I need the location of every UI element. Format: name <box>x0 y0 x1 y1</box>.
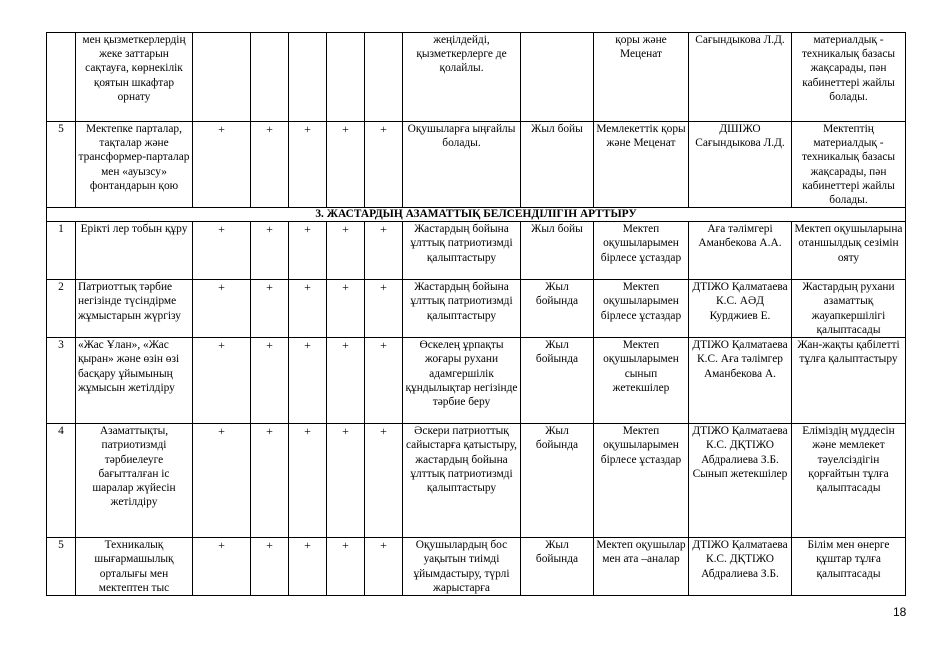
mark-cell: + <box>365 338 403 424</box>
responsible-cell: ДТІЖО Қалматаева К.С. АӘД Курджиев Е. <box>689 280 792 338</box>
mark-cell: + <box>289 424 327 538</box>
period-cell: Жыл бойында <box>521 424 594 538</box>
row-number: 2 <box>47 280 76 338</box>
mark-cell: + <box>289 122 327 208</box>
period-cell: Жыл бойы <box>521 122 594 208</box>
mark-cell: + <box>251 538 289 596</box>
mark-cell: + <box>365 122 403 208</box>
source-cell: Мемлекеттік қоры және Меценат <box>594 122 689 208</box>
mark-cell: + <box>193 222 251 280</box>
goal-cell: жеңілдейді, қызметкерлерге де қолайлы. <box>403 33 521 122</box>
event-cell: Техникалық шығармашылық орталығы мен мектептен тыс <box>76 538 193 596</box>
source-cell: Мектеп оқушылар мен ата –аналар <box>594 538 689 596</box>
table-row <box>47 538 906 596</box>
responsible-cell: ДШІЖО Сағындыкова Л.Д. <box>689 122 792 208</box>
event-cell: Мектепке парталар, тақталар және трансформер-парталар мен «ауызсу» фонтандарын қою <box>76 122 193 208</box>
row-number: 5 <box>47 538 76 596</box>
mark-cell: + <box>251 222 289 280</box>
row-number <box>47 33 76 122</box>
source-cell: Мектеп оқушыларымен сынып жетекшілер <box>594 338 689 424</box>
mark-cell: + <box>365 222 403 280</box>
result-cell: Білім мен өнерге құштар тұлға қалыптасады <box>792 538 906 596</box>
mark-cell: + <box>193 538 251 596</box>
goal-cell: Жастардың бойына ұлттық патриотизмді қалыптастыру <box>403 222 521 280</box>
mark-cell: + <box>289 222 327 280</box>
event-cell: Патриоттық тәрбие негізінде түсіндірме жұмыстарын жүргізу <box>76 280 193 338</box>
result-cell: Еліміздің мүддесін және мемлекет тәуелсіздігін қорғайтын тұлға қалыптасады <box>792 424 906 538</box>
mark-cell: + <box>193 338 251 424</box>
mark-cell: + <box>327 222 365 280</box>
event-cell: Ерікті лер тобын құру <box>76 222 193 280</box>
mark-cell: + <box>251 424 289 538</box>
mark-cell: + <box>365 424 403 538</box>
result-cell: Мектептің материалдық - техникалық базасы жақсарады, пән кабинеттері жайлы болады. <box>792 122 906 208</box>
mark-cell <box>251 33 289 122</box>
event-cell: Азаматтықты, патриотизмді тәрбиелеуге бағытталған іс шаралар жүйесін жетілдіру <box>76 424 193 538</box>
period-cell <box>521 33 594 122</box>
goal-cell: Өскелең ұрпақты жоғары рухани адамгершілік құндылықтар негізінде тәрбие беру <box>403 338 521 424</box>
result-cell: материалдық - техникалық базасы жақсарады, пән кабинеттері жайлы болады. <box>792 33 906 122</box>
period-cell: Жыл бойында <box>521 538 594 596</box>
table-row <box>47 222 906 280</box>
table-row <box>47 122 906 208</box>
result-cell: Мектеп оқушыларына отаншылдық сезімін ояту <box>792 222 906 280</box>
mark-cell: + <box>289 538 327 596</box>
mark-cell: + <box>365 538 403 596</box>
source-cell: қоры және Меценат <box>594 33 689 122</box>
source-cell: Мектеп оқушыларымен бірлесе ұстаздар <box>594 424 689 538</box>
goal-cell: Әскери патриоттық сайыстарға қатыстыру, жастардың бойына ұлттық патриотизмді қалыптастыру <box>403 424 521 538</box>
mark-cell: + <box>289 280 327 338</box>
mark-cell: + <box>327 338 365 424</box>
source-cell: Мектеп оқушыларымен бірлесе ұстаздар <box>594 222 689 280</box>
mark-cell <box>193 33 251 122</box>
section-header-row <box>47 208 906 222</box>
mark-cell: + <box>193 280 251 338</box>
table-row <box>47 33 906 122</box>
mark-cell: + <box>327 424 365 538</box>
period-cell: Жыл бойы <box>521 222 594 280</box>
mark-cell: + <box>193 122 251 208</box>
mark-cell <box>327 33 365 122</box>
plan-table <box>46 32 906 596</box>
responsible-cell: ДТІЖО Қалматаева К.С. Аға тәлімгер Аманбекова А. <box>689 338 792 424</box>
mark-cell: + <box>327 538 365 596</box>
row-number: 5 <box>47 122 76 208</box>
mark-cell: + <box>327 122 365 208</box>
result-cell: Жан-жақты қабілетті тұлға қалыптастыру <box>792 338 906 424</box>
table-row <box>47 280 906 338</box>
responsible-cell: ДТІЖО Қалматаева К.С. ДҚТІЖО Абдралиева З.Б. <box>689 538 792 596</box>
section-title: 3. ЖАСТАРДЫҢ АЗАМАТТЫҚ БЕЛСЕНДІЛІГІН АРТТЫРУ <box>47 208 906 222</box>
result-cell: Жастардың рухани азаматтық жауапкершілігі қалыптасады <box>792 280 906 338</box>
responsible-cell: ДТІЖО Қалматаева К.С. ДҚТІЖО Абдралиева З.Б. Сынып жетекшілер <box>689 424 792 538</box>
mark-cell: + <box>251 122 289 208</box>
mark-cell: + <box>193 424 251 538</box>
mark-cell: + <box>251 280 289 338</box>
goal-cell: Оқушылардың бос уақытын тиімді ұйымдастыру, түрлі жарыстарға <box>403 538 521 596</box>
event-cell: «Жас Ұлан», «Жас қыран» және өзін өзі басқару ұйымының жұмысын жетілдіру <box>76 338 193 424</box>
row-number: 4 <box>47 424 76 538</box>
mark-cell: + <box>289 338 327 424</box>
mark-cell: + <box>365 280 403 338</box>
table-row <box>47 338 906 424</box>
period-cell: Жыл бойында <box>521 338 594 424</box>
mark-cell: + <box>327 280 365 338</box>
mark-cell <box>365 33 403 122</box>
row-number: 1 <box>47 222 76 280</box>
table-row <box>47 424 906 538</box>
row-number: 3 <box>47 338 76 424</box>
mark-cell: + <box>251 338 289 424</box>
page-number: 18 <box>893 605 907 619</box>
responsible-cell: Сағындыкова Л.Д. <box>689 33 792 122</box>
goal-cell: Оқушыларға ыңғайлы болады. <box>403 122 521 208</box>
mark-cell <box>289 33 327 122</box>
period-cell: Жыл бойында <box>521 280 594 338</box>
responsible-cell: Аға тәлімгері Аманбекова А.А. <box>689 222 792 280</box>
source-cell: Мектеп оқушыларымен бірлесе ұстаздар <box>594 280 689 338</box>
event-cell: мен қызметкерлердің жеке заттарын сақтауға, көрнекілік қоятын шкафтар орнату <box>76 33 193 122</box>
goal-cell: Жастардың бойына ұлттық патриотизмді қалыптастыру <box>403 280 521 338</box>
